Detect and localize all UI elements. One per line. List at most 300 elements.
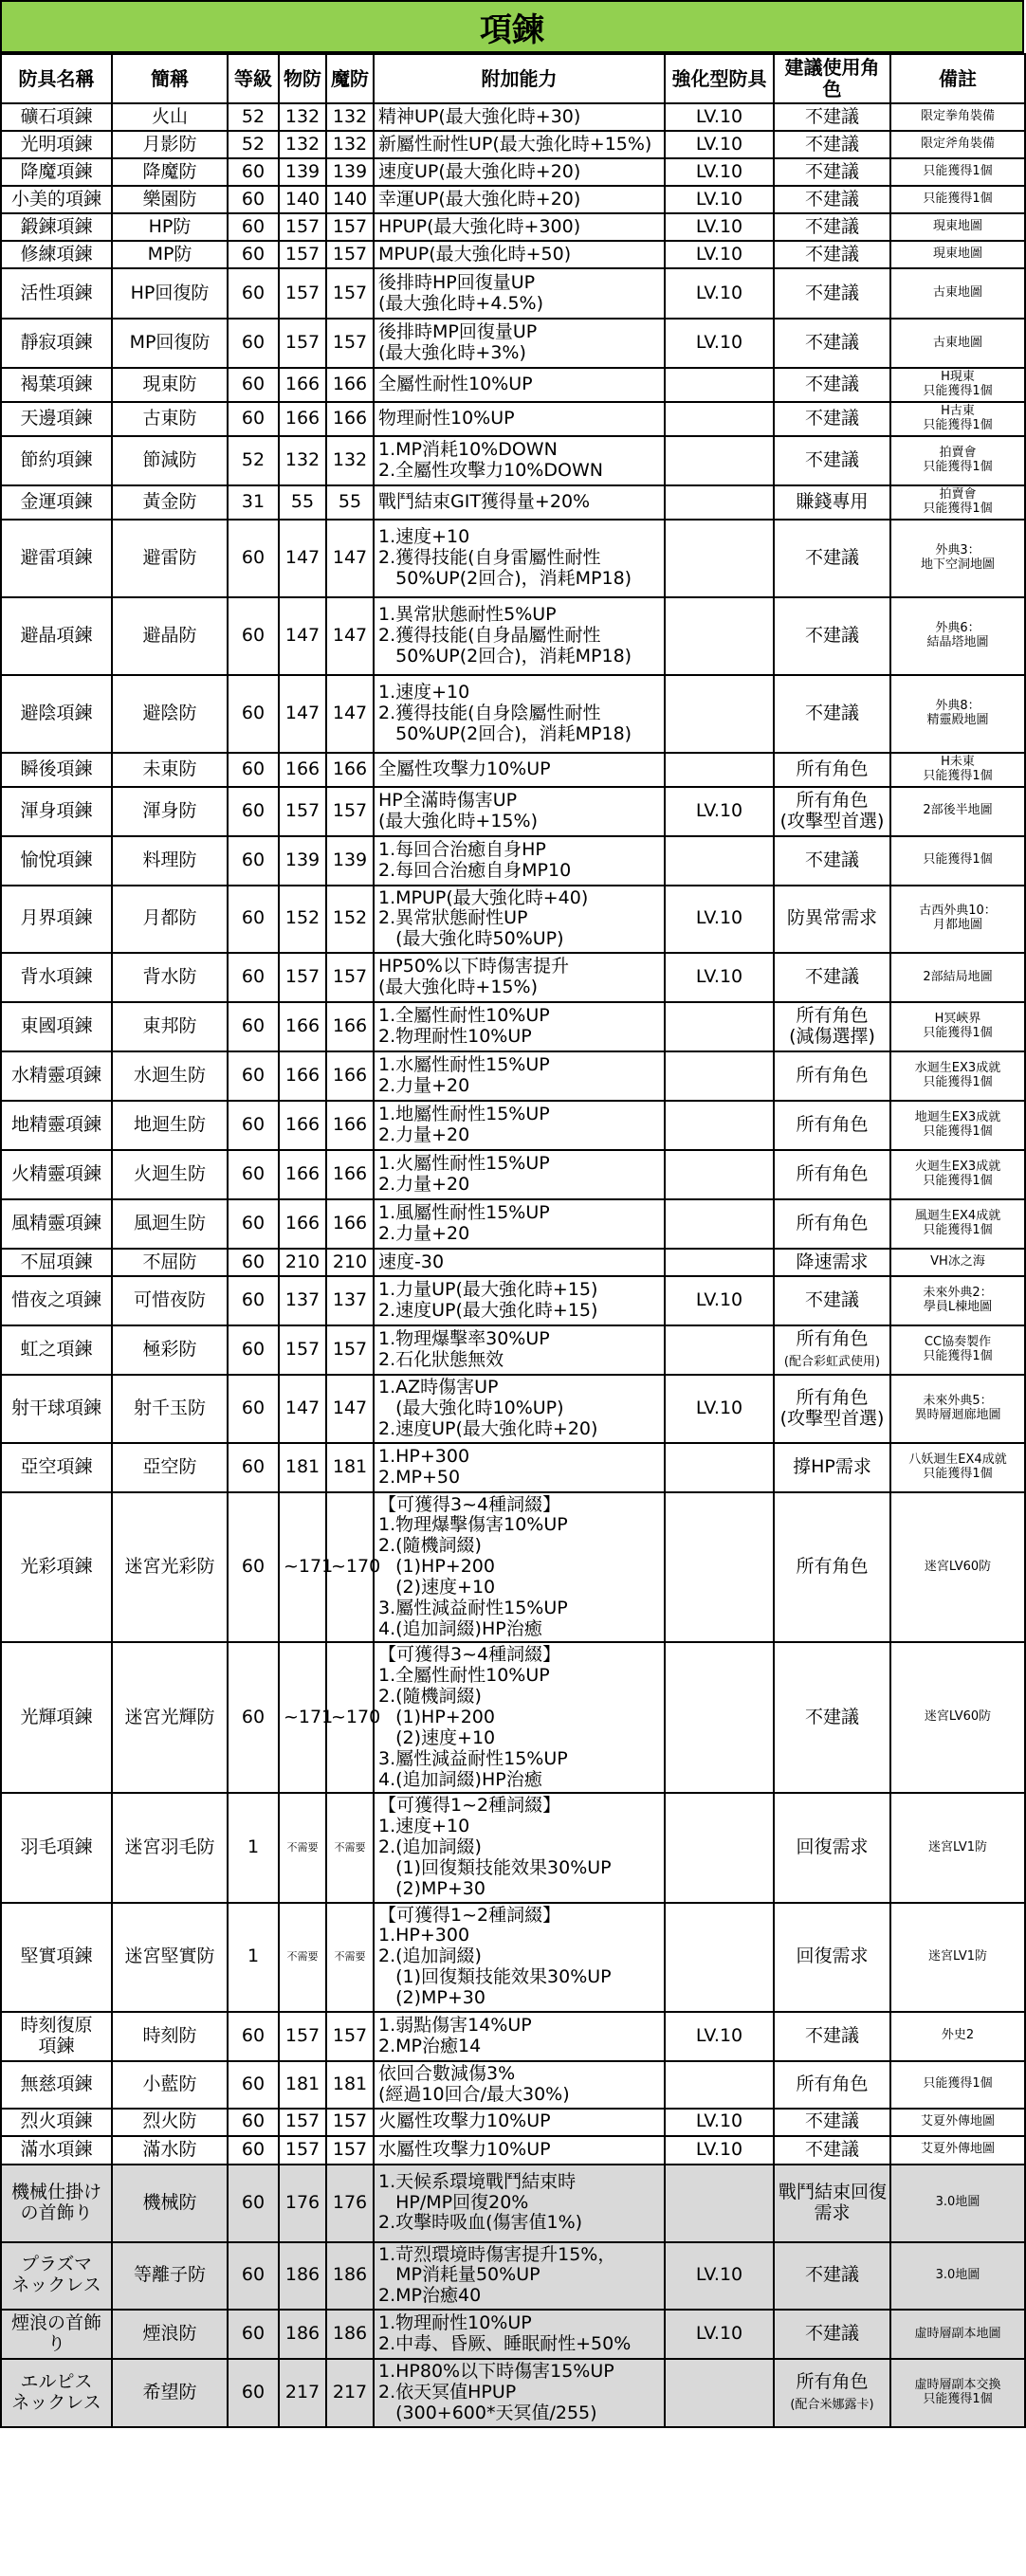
header-enhance: 強化型防具 (665, 54, 774, 103)
cell-role-text: 不建議 (804, 2264, 859, 2286)
cell-mdef-text: 137 (332, 1289, 368, 1311)
cell-role-text: 所有角色 (796, 1065, 869, 1087)
cell-role-text: 不建議 (804, 133, 859, 155)
cell-mdef (326, 1199, 374, 1249)
cell-level (228, 2165, 279, 2242)
table-row (1, 2359, 1025, 2427)
cell-role (774, 953, 890, 1002)
cell-enhance-text: LV.10 (695, 907, 743, 929)
cell-name (1, 787, 112, 836)
cell-pdef (279, 213, 326, 241)
cell-name-text: 滿水項鍊 (20, 2138, 93, 2160)
table-row (1, 597, 1025, 675)
cell-pdef-text: 181 (284, 2073, 321, 2094)
cell-pdef-text: 166 (284, 1213, 321, 1234)
cell-note-text: 風迴生EX4成就 只能獲得1個 (914, 1209, 1001, 1238)
cell-mdef (326, 2136, 374, 2165)
table-row (1, 1150, 1025, 1199)
cell-pdef (279, 103, 326, 131)
cell-note-text: 2部後半地圖 (923, 803, 993, 818)
cell-abbr (112, 2359, 228, 2427)
cell-mdef-text: 55 (338, 490, 362, 512)
cell-ability (374, 2136, 665, 2165)
cell-role (774, 2061, 890, 2109)
cell-note (890, 2359, 1025, 2427)
cell-mdef (326, 2310, 374, 2359)
cell-ability-text: 新屬性耐性UP(最大強化時+15%) (378, 133, 652, 155)
cell-note-text: 古東地圖 (932, 285, 982, 301)
cell-note (890, 1101, 1025, 1150)
table-row (1, 485, 1025, 520)
cell-name-text: 金運項鍊 (20, 490, 93, 512)
cell-role (774, 485, 890, 520)
cell-role (774, 2310, 890, 2359)
cell-name-text: 天邊項鍊 (20, 407, 93, 429)
cell-note (890, 1793, 1025, 1902)
cell-enhance (665, 2109, 774, 2136)
cell-abbr (112, 787, 228, 836)
cell-name-text: 光輝項鍊 (20, 1707, 93, 1727)
cell-pdef (279, 1249, 326, 1276)
cell-ability (374, 1642, 665, 1793)
cell-mdef-text: 157 (332, 243, 368, 265)
cell-pdef (279, 186, 326, 213)
cell-mdef-text: 157 (332, 966, 368, 988)
cell-level-text: 60 (241, 160, 266, 182)
cell-note (890, 368, 1025, 402)
cell-note-text: 2部結局地圖 (923, 969, 993, 984)
cell-abbr-text: 避雷防 (142, 546, 197, 568)
cell-ability-text: 火屬性攻擊力10%UP (378, 2110, 551, 2132)
cell-level-text: 60 (241, 1556, 266, 1578)
cell-note-text: 3.0地圖 (935, 2195, 980, 2210)
cell-ability-text: 1.全屬性耐性10%UP 2.物理耐性10%UP (378, 1005, 550, 1048)
cell-name-text: 靜寂項鍊 (20, 332, 93, 354)
cell-enhance (665, 268, 774, 319)
cell-abbr (112, 1492, 228, 1643)
cell-role (774, 1249, 890, 1276)
cell-ability-text: 戰鬥結束GIT獲得量+20% (378, 490, 591, 512)
cell-role (774, 103, 890, 131)
cell-pdef-text: 152 (284, 907, 321, 929)
cell-enhance-text: LV.10 (695, 105, 743, 127)
cell-abbr-text: 料理防 (142, 849, 197, 870)
cell-name-text: 水精靈項鍊 (10, 1065, 101, 1087)
cell-pdef (279, 368, 326, 402)
cell-pdef (279, 836, 326, 886)
cell-abbr-text: 火迴生防 (133, 1163, 206, 1185)
cell-ability-text: 【可獲得1~2種詞綴】 1.速度+10 2.(追加詞綴) (1)回復類技能效果30%UP (2)MP+30 (378, 1795, 612, 1899)
cell-note-text: 拍賣會 只能獲得1個 (923, 445, 993, 474)
cell-abbr-text: 水迴生防 (133, 1065, 206, 1087)
cell-mdef-text: 176 (332, 2191, 368, 2213)
cell-level-text: 60 (241, 2264, 266, 2286)
cell-ability (374, 319, 665, 368)
cell-abbr (112, 2012, 228, 2061)
cell-level-text: 60 (241, 374, 266, 395)
cell-name-text: 修練項鍊 (20, 243, 93, 265)
cell-name (1, 1051, 112, 1101)
cell-mdef-text: 132 (332, 448, 368, 470)
cell-note-text: 迷宮LV60防 (924, 1709, 992, 1725)
cell-role-text: 防異常需求 (786, 907, 877, 929)
cell-level (228, 1249, 279, 1276)
table-row (1, 1443, 1025, 1492)
cell-name (1, 319, 112, 368)
cell-name (1, 2012, 112, 2061)
cell-enhance (665, 2359, 774, 2427)
cell-note-text: 八妖迴生EX4成就 只能獲得1個 (908, 1452, 1007, 1481)
table-row (1, 1249, 1025, 1276)
cell-note (890, 2136, 1025, 2165)
cell-role-text: 不建議 (804, 849, 859, 870)
cell-abbr (112, 675, 228, 753)
cell-pdef-text: 140 (284, 188, 321, 210)
cell-role (774, 675, 890, 753)
cell-name-text: 光明項鍊 (20, 133, 93, 155)
cell-role-text: 不建議 (804, 2138, 859, 2160)
cell-name (1, 886, 112, 954)
cell-note-text: H現東 只能獲得1個 (923, 370, 993, 398)
cell-note (890, 402, 1025, 436)
cell-mdef-text: 210 (332, 1251, 368, 1272)
cell-abbr (112, 953, 228, 1002)
cell-name-text: 活性項鍊 (20, 282, 93, 303)
table-row (1, 2136, 1025, 2165)
cell-ability (374, 2012, 665, 2061)
cell-enhance (665, 836, 774, 886)
cell-note-text: H冥峽界 只能獲得1個 (923, 1012, 993, 1041)
cell-abbr (112, 1002, 228, 1051)
cell-pdef (279, 1793, 326, 1902)
cell-pdef-text: 157 (284, 2024, 321, 2046)
table-row (1, 186, 1025, 213)
cell-name (1, 2165, 112, 2242)
cell-ability-text: HP全滿時傷害UP (最大強化時+15%) (378, 789, 538, 831)
cell-name (1, 1150, 112, 1199)
cell-name (1, 597, 112, 675)
cell-abbr-text: 黃金防 (142, 490, 197, 512)
cell-note-text: 只能獲得1個 (923, 852, 993, 868)
cell-pdef-text: 166 (284, 1163, 321, 1185)
cell-note (890, 1249, 1025, 1276)
table-row (1, 520, 1025, 597)
cell-note (890, 186, 1025, 213)
cell-role-text: 回復需求 (796, 1946, 869, 1967)
cell-ability (374, 485, 665, 520)
cell-role-text: 所有角色 (796, 1213, 869, 1234)
cell-level (228, 675, 279, 753)
cell-ability (374, 753, 665, 787)
cell-note (890, 675, 1025, 753)
cell-mdef (326, 402, 374, 436)
cell-name (1, 186, 112, 213)
cell-mdef-text: 132 (332, 133, 368, 155)
cell-mdef (326, 368, 374, 402)
cell-level (228, 186, 279, 213)
cell-level (228, 103, 279, 131)
cell-ability-text: MPUP(最大強化時+50) (378, 243, 572, 265)
cell-mdef (326, 520, 374, 597)
cell-pdef (279, 2109, 326, 2136)
cell-mdef (326, 1375, 374, 1443)
cell-enhance (665, 1150, 774, 1199)
cell-abbr (112, 1793, 228, 1902)
cell-pdef (279, 158, 326, 186)
cell-note-text: 虛時層副本交換 只能獲得1個 (914, 2377, 1001, 2406)
cell-name (1, 1199, 112, 1249)
cell-pdef-text: 166 (284, 374, 321, 395)
cell-mdef-text: 140 (332, 188, 368, 210)
cell-role (774, 131, 890, 158)
cell-level (228, 2012, 279, 2061)
header-level: 等級 (228, 54, 279, 103)
table-row (1, 1002, 1025, 1051)
cell-role (774, 1276, 890, 1325)
cell-mdef-text: 166 (332, 1213, 368, 1234)
table-row (1, 319, 1025, 368)
cell-note-text: 外史2 (941, 2028, 975, 2043)
header-role: 建議使用角色 (774, 54, 890, 103)
cell-enhance (665, 186, 774, 213)
cell-abbr (112, 1051, 228, 1101)
cell-level (228, 1199, 279, 1249)
cell-level-text: 60 (241, 1339, 266, 1361)
cell-mdef-text: 157 (332, 2024, 368, 2046)
cell-pdef-text: ~171 (284, 1707, 334, 1727)
cell-abbr-text: 東邦防 (142, 1015, 197, 1037)
cell-note-text: 艾夏外傳地圖 (920, 2142, 995, 2157)
cell-role-text: 所有角色 (796, 758, 869, 779)
cell-name-text: 鍛鍊項鍊 (20, 215, 93, 237)
cell-note-text: 限定拳角裝備 (920, 109, 995, 124)
cell-role-text: 不建議 (804, 105, 859, 127)
cell-pdef (279, 241, 326, 268)
cell-mdef (326, 2242, 374, 2311)
cell-mdef-text: 166 (332, 1114, 368, 1136)
cell-ability (374, 186, 665, 213)
cell-mdef (326, 953, 374, 1002)
cell-enhance (665, 1276, 774, 1325)
cell-ability-text: 1.物理爆擊率30%UP 2.石化狀態無效 (378, 1328, 550, 1371)
table-row (1, 1492, 1025, 1643)
cell-note-text: 拍賣會 只能獲得1個 (923, 486, 993, 516)
cell-pdef-text: 166 (284, 758, 321, 779)
cell-abbr (112, 1276, 228, 1325)
cell-pdef-text: 210 (284, 1251, 321, 1272)
cell-enhance (665, 753, 774, 787)
cell-note (890, 753, 1025, 787)
cell-ability (374, 520, 665, 597)
cell-pdef-text: 147 (284, 1397, 321, 1418)
cell-abbr-text: 樂園防 (142, 188, 197, 210)
cell-abbr-text: 煙浪防 (142, 2323, 197, 2345)
cell-name-text: 堅實項鍊 (20, 1946, 93, 1967)
cell-ability (374, 787, 665, 836)
cell-role-text: 不建議 (804, 2024, 859, 2046)
cell-note (890, 268, 1025, 319)
cell-level-text: 1 (247, 1946, 260, 1967)
cell-ability (374, 836, 665, 886)
cell-mdef-text: 186 (332, 2323, 368, 2345)
cell-level (228, 1903, 279, 2012)
cell-ability-text: 全屬性攻擊力10%UP (378, 758, 551, 779)
cell-mdef-text: 147 (332, 1397, 368, 1418)
cell-ability (374, 1002, 665, 1051)
cell-role-text: 不建議 (804, 243, 859, 265)
cell-level-text: 60 (241, 1289, 266, 1311)
cell-note-text: 外典8： 精靈殿地圖 (926, 698, 989, 727)
cell-name (1, 1903, 112, 2012)
cell-pdef-text: 157 (284, 799, 321, 821)
cell-note (890, 1199, 1025, 1249)
cell-role (774, 1375, 890, 1443)
cell-enhance-text: LV.10 (695, 1289, 743, 1311)
cell-name-text: 時刻復原 項鍊 (20, 2014, 93, 2056)
cell-ability (374, 2242, 665, 2311)
cell-name-text: 烈火項鍊 (20, 2110, 93, 2132)
cell-level-text: 60 (241, 907, 266, 929)
table-row (1, 1051, 1025, 1101)
cell-pdef (279, 2310, 326, 2359)
cell-enhance (665, 1002, 774, 1051)
cell-level (228, 2242, 279, 2311)
cell-note (890, 1443, 1025, 1492)
cell-name (1, 213, 112, 241)
cell-name-text: 羽毛項鍊 (20, 1836, 93, 1858)
cell-name-text: 避陰項鍊 (20, 702, 93, 723)
header-note: 備註 (890, 54, 1025, 103)
table-row (1, 2061, 1025, 2109)
cell-role (774, 402, 890, 436)
cell-ability (374, 1051, 665, 1101)
cell-role (774, 368, 890, 402)
cell-abbr-text: 時刻防 (142, 2024, 197, 2046)
cell-abbr (112, 753, 228, 787)
cell-pdef-text: 132 (284, 448, 321, 470)
cell-pdef (279, 1101, 326, 1150)
cell-pdef-text: 137 (284, 1289, 321, 1311)
cell-mdef (326, 787, 374, 836)
cell-name (1, 1325, 112, 1375)
cell-level-text: 60 (241, 407, 266, 429)
cell-abbr-text: 風迴生防 (133, 1213, 206, 1234)
cell-note (890, 1903, 1025, 2012)
cell-ability (374, 1443, 665, 1492)
cell-name-text: 無慈項鍊 (20, 2073, 93, 2094)
cell-ability (374, 1101, 665, 1150)
cell-level-text: 60 (241, 2024, 266, 2046)
cell-pdef (279, 268, 326, 319)
cell-name-text: 東國項鍊 (20, 1015, 93, 1037)
cell-name-text: 背水項鍊 (20, 966, 93, 988)
cell-abbr-text: MP回復防 (129, 332, 211, 354)
cell-note (890, 319, 1025, 368)
cell-abbr (112, 368, 228, 402)
table-row (1, 953, 1025, 1002)
cell-level (228, 753, 279, 787)
table-body (1, 103, 1025, 2427)
cell-level (228, 1492, 279, 1643)
cell-note (890, 2109, 1025, 2136)
cell-role (774, 1325, 890, 1375)
cell-abbr-text: 渾身防 (142, 799, 197, 821)
cell-note-text: 3.0地圖 (935, 2267, 980, 2282)
table-row (1, 1642, 1025, 1793)
cell-note (890, 1492, 1025, 1643)
table-row (1, 787, 1025, 836)
cell-mdef-text: 147 (332, 624, 368, 646)
cell-level-text: 60 (241, 243, 266, 265)
cell-mdef-text: 157 (332, 799, 368, 821)
cell-enhance (665, 485, 774, 520)
cell-mdef-text: 157 (332, 2110, 368, 2132)
cell-abbr-text: 月都防 (142, 907, 197, 929)
cell-ability (374, 597, 665, 675)
cell-pdef-text: 157 (284, 2138, 321, 2160)
cell-mdef (326, 213, 374, 241)
cell-abbr (112, 1903, 228, 2012)
cell-ability-text: 速度-30 (378, 1251, 445, 1272)
cell-ability (374, 1903, 665, 2012)
cell-abbr (112, 836, 228, 886)
cell-enhance-text: LV.10 (695, 2264, 743, 2286)
cell-ability-text: 1.MP消耗10%DOWN 2.全屬性攻擊力10%DOWN (378, 438, 603, 481)
cell-abbr-text: 地迴生防 (133, 1114, 206, 1136)
cell-mdef-text: 147 (332, 546, 368, 568)
cell-pdef-text: 157 (284, 332, 321, 354)
cell-pdef (279, 2359, 326, 2427)
table-row (1, 886, 1025, 954)
cell-enhance (665, 158, 774, 186)
table-row (1, 2242, 1025, 2311)
cell-note-text: 未來外典5： 異時層迴廊地圖 (914, 1393, 1001, 1422)
cell-pdef-text: 166 (284, 1065, 321, 1087)
cell-mdef (326, 436, 374, 485)
cell-pdef-text: 139 (284, 160, 321, 182)
cell-note-text: 迷宮LV1防 (928, 1839, 987, 1854)
cell-role (774, 1642, 890, 1793)
cell-level-text: 60 (241, 1114, 266, 1136)
cell-level-text: 60 (241, 1015, 266, 1037)
cell-level-text: 60 (241, 702, 266, 723)
cell-abbr-text: MP防 (147, 243, 192, 265)
cell-name-text: 不屈項鍊 (20, 1251, 93, 1272)
cell-note-text: VH冰之海 (930, 1254, 985, 1270)
cell-ability (374, 368, 665, 402)
cell-level-text: 52 (241, 448, 266, 470)
cell-level (228, 131, 279, 158)
cell-mdef (326, 1101, 374, 1150)
cell-abbr-text: 迷宮羽毛防 (124, 1836, 215, 1858)
cell-abbr (112, 402, 228, 436)
cell-mdef (326, 103, 374, 131)
cell-mdef (326, 1793, 374, 1902)
cell-ability (374, 103, 665, 131)
cell-name (1, 368, 112, 402)
cell-pdef-text: 157 (284, 966, 321, 988)
cell-abbr (112, 213, 228, 241)
cell-mdef-text: 181 (332, 1455, 368, 1477)
cell-abbr (112, 186, 228, 213)
cell-mdef-text: 147 (332, 702, 368, 723)
cell-abbr-text: 小藍防 (142, 2073, 197, 2094)
cell-ability (374, 1249, 665, 1276)
cell-enhance (665, 2061, 774, 2109)
cell-mdef-text: 166 (332, 758, 368, 779)
cell-role (774, 1002, 890, 1051)
cell-level (228, 520, 279, 597)
